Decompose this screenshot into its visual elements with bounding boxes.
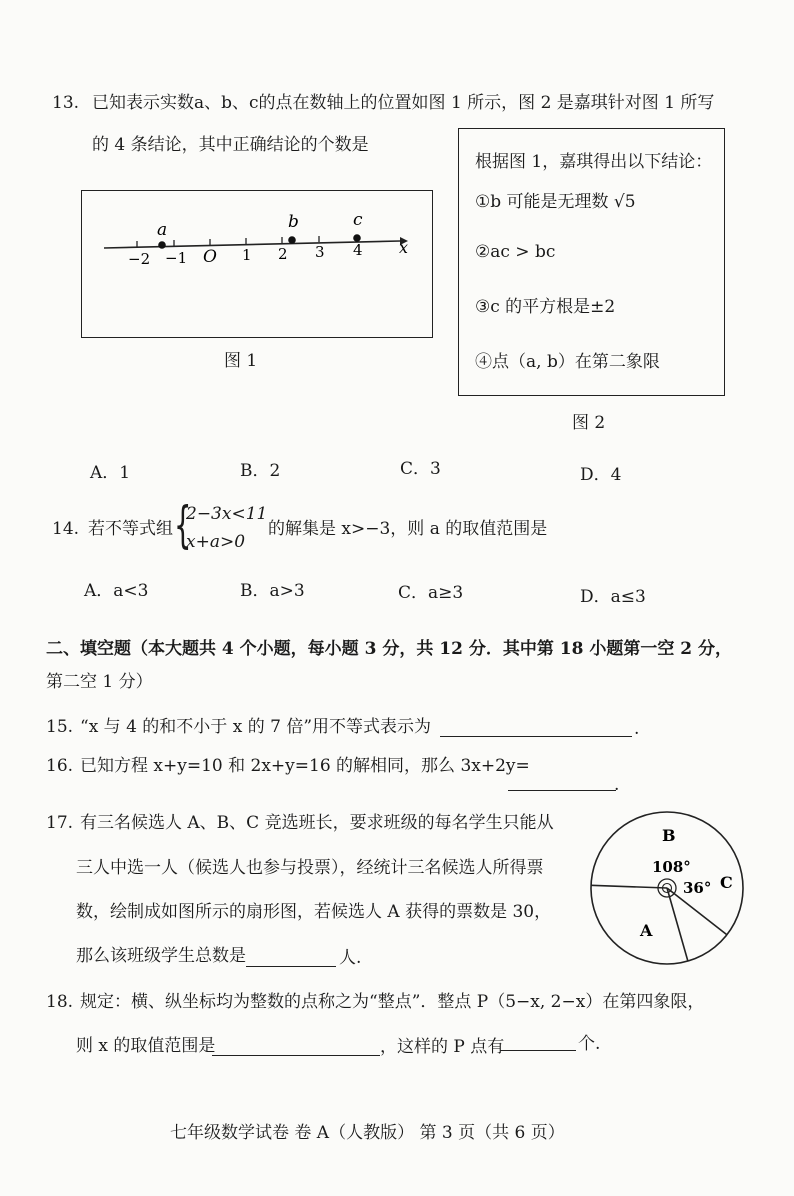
- pie-label-a: A: [640, 921, 653, 940]
- number-line-svg: [82, 191, 431, 336]
- q18-line1: 规定：横、纵坐标均为整数的点称之为“整点”．整点 P（5−x, 2−x）在第四象限，: [80, 992, 705, 1012]
- point-b: [288, 236, 296, 244]
- q18-line2-end: 个.: [578, 1034, 601, 1054]
- pie-radius-2: [667, 888, 688, 961]
- q17-answer-blank[interactable]: [246, 948, 336, 967]
- label-b: b: [288, 212, 299, 232]
- conclusion-3: ③c 的平方根是±2: [475, 297, 616, 317]
- q18-line2: 则 x 的取值范围是: [76, 1036, 216, 1056]
- point-a: [158, 241, 166, 249]
- q13-option-b: B．2: [240, 461, 281, 481]
- tick-label-4: 4: [353, 241, 363, 259]
- q17-line2: 三人中选一人（候选人也参与投票），经统计三名候选人所得票: [76, 858, 544, 878]
- tick-label-neg2: −2: [128, 250, 151, 268]
- tick-label-1: 1: [242, 246, 252, 264]
- q14-option-b: B．a>3: [240, 581, 305, 601]
- q14-option-a: A．a<3: [84, 581, 149, 601]
- q13-number: 13.: [52, 93, 80, 113]
- q17-line1: 有三名候选人 A、B、C 竞选班长，要求班级的每名学生只能从: [80, 813, 554, 833]
- q18-answer-blank-2[interactable]: [500, 1032, 576, 1051]
- q17-number: 17.: [46, 813, 74, 833]
- q18-number: 18.: [46, 992, 74, 1012]
- q14-inequality-1: 2−3x<11: [186, 504, 268, 524]
- q14-option-d: D．a≤3: [580, 587, 646, 607]
- q15-end: .: [634, 719, 640, 739]
- pie-chart: [588, 808, 748, 968]
- q15-text: “x 与 4 的和不小于 x 的 7 倍”用不等式表示为: [80, 717, 432, 737]
- pie-radius-3: [591, 885, 667, 888]
- tick-label-3: 3: [315, 243, 325, 261]
- q13-option-c: C．3: [400, 459, 441, 479]
- q14-suffix: 的解集是 x>−3，则 a 的取值范围是: [268, 519, 548, 539]
- q14-inequality-2: x+a>0: [186, 532, 246, 552]
- q18-answer-blank-1[interactable]: [212, 1037, 380, 1056]
- tick-label-neg1: −1: [165, 249, 188, 267]
- q13-option-d: D．4: [580, 465, 622, 485]
- q15-number: 15.: [46, 717, 74, 737]
- q16-text: 已知方程 x+y=10 和 2x+y=16 的解相同，那么 3x+2y=: [80, 756, 530, 776]
- q13-line2: 的 4 条结论，其中正确结论的个数是: [92, 135, 369, 155]
- q17-line4-end: 人.: [339, 948, 362, 968]
- section2-heading-cont: 第二空 1 分）: [46, 672, 153, 692]
- label-a: a: [157, 220, 168, 240]
- q13-line1: 已知表示实数a、b、c的点在数轴上的位置如图 1 所示，图 2 是嘉琪针对图 1 所写: [92, 93, 715, 113]
- figure-1-number-line: [81, 190, 433, 338]
- angle-label-c: 36°: [683, 879, 712, 897]
- q17-line3: 数，绘制成如图所示的扇形图，若候选人 A 获得的票数是 30，: [76, 902, 552, 922]
- conclusion-4: ④点（a, b）在第二象限: [475, 352, 660, 372]
- q18-line2-mid: ，这样的 P 点有: [380, 1037, 505, 1057]
- q16-answer-blank[interactable]: [508, 772, 616, 791]
- q14-option-c: C．a≥3: [398, 583, 464, 603]
- pie-label-c: C: [720, 873, 733, 892]
- conclusion-2: ②ac > bc: [475, 242, 556, 262]
- origin-label: O: [203, 247, 217, 267]
- q16-end: .: [614, 775, 620, 795]
- figure-2-conclusions-box: [458, 128, 725, 396]
- q13-option-a: A．1: [90, 463, 131, 483]
- tick-label-2: 2: [278, 245, 288, 263]
- page-footer: 七年级数学试卷 卷 A（人教版） 第 3 页（共 6 页）: [170, 1123, 565, 1143]
- label-x: x: [399, 238, 409, 257]
- figure-1-caption: 图 1: [224, 351, 258, 371]
- q14-number: 14.: [52, 519, 80, 539]
- system-brace: {: [174, 496, 192, 554]
- label-c: c: [353, 210, 363, 230]
- q15-answer-blank[interactable]: [440, 718, 632, 737]
- section2-heading: 二、填空题（本大题共 4 个小题，每小题 3 分，共 12 分．其中第 18 小题第一空 2 分，: [46, 639, 732, 659]
- figure-2-caption: 图 2: [572, 413, 606, 433]
- q16-number: 16.: [46, 756, 74, 776]
- pie-label-b: B: [662, 826, 676, 845]
- q17-line4: 那么该班级学生总数是: [76, 946, 246, 966]
- angle-label-b: 108°: [652, 858, 691, 876]
- box-title: 根据图 1，嘉琪得出以下结论：: [475, 152, 713, 172]
- q14-prefix: 若不等式组: [88, 519, 173, 539]
- conclusion-1: ①b 可能是无理数 √5: [475, 192, 636, 212]
